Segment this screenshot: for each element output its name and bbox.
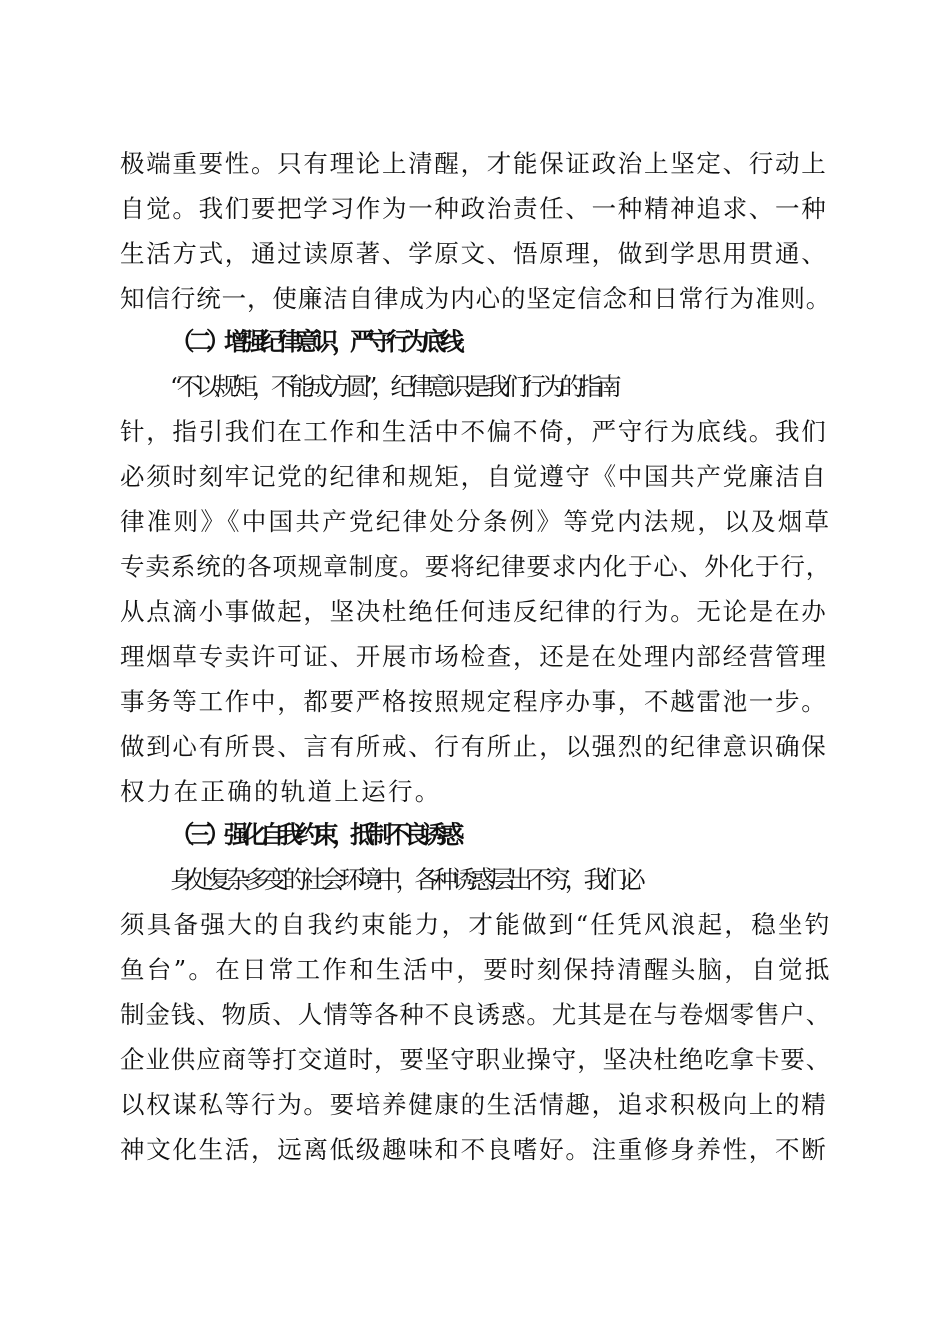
text-line: 做到心有所畏、言有所戒、行有所止，以强烈的纪律意识确保 bbox=[120, 732, 828, 761]
text-line: 鱼台”。在日常工作和生活中，要时刻保持清醒头脑，自觉抵 bbox=[120, 955, 832, 984]
text-line: 以权谋私等行为。要培养健康的生活情趣，追求积极向上的精 bbox=[120, 1090, 828, 1119]
text-line: 事务等工作中，都要严格按照规定程序办事，不越雷池一步。 bbox=[120, 687, 828, 716]
text-line: 自觉。我们要把学习作为一种政治责任、一种精神追求、一种 bbox=[120, 194, 828, 223]
text-line: 极端重要性。只有理论上清醒，才能保证政治上坚定、行动上 bbox=[120, 149, 828, 178]
section-heading-3: （三）强化自我约束，抵制不良诱惑 bbox=[170, 820, 458, 849]
text-line: 制金钱、物质、人情等各种不良诱惑。尤其是在与卷烟零售户、 bbox=[120, 1000, 832, 1029]
text-line: 理烟草专卖许可证、开展市场检查，还是在处理内部经营管理 bbox=[120, 642, 828, 671]
text-line: 生活方式，通过读原著、学原文、悟原理，做到学思用贯通、 bbox=[120, 239, 828, 268]
text-line: “不以规矩，不能成方圆”，纪律意识是我们行为的指南 bbox=[170, 372, 617, 401]
text-line: 企业供应商等打交道时，要坚守职业操守，坚决杜绝吃拿卡要、 bbox=[120, 1045, 832, 1074]
text-line: 从点滴小事做起，坚决杜绝任何违反纪律的行为。无论是在办 bbox=[120, 597, 828, 626]
text-line: 必须时刻牢记党的纪律和规矩，自觉遵守《中国共产党廉洁自 bbox=[120, 462, 828, 491]
text-line: 律准则》《中国共产党纪律处分条例》等党内法规，以及烟草 bbox=[120, 507, 832, 536]
text-line: 针，指引我们在工作和生活中不偏不倚，严守行为底线。我们 bbox=[120, 417, 828, 446]
text-line: 知信行统一，使廉洁自律成为内心的坚定信念和日常行为准则。 bbox=[120, 284, 832, 313]
text-line: 神文化生活，远离低级趣味和不良嗜好。注重修身养性，不断 bbox=[120, 1135, 828, 1164]
text-line: 身处复杂多变的社会环境中，各种诱惑层出不穷，我们必 bbox=[170, 865, 640, 894]
text-line: 专卖系统的各项规章制度。要将纪律要求内化于心、外化于行， bbox=[120, 552, 832, 581]
text-line: 权力在正确的轨道上运行。 bbox=[120, 777, 442, 806]
section-heading-2: （二）增强纪律意识，严守行为底线 bbox=[170, 327, 458, 356]
text-line: 须具备强大的自我约束能力，才能做到“任凭风浪起，稳坐钓 bbox=[120, 910, 832, 939]
